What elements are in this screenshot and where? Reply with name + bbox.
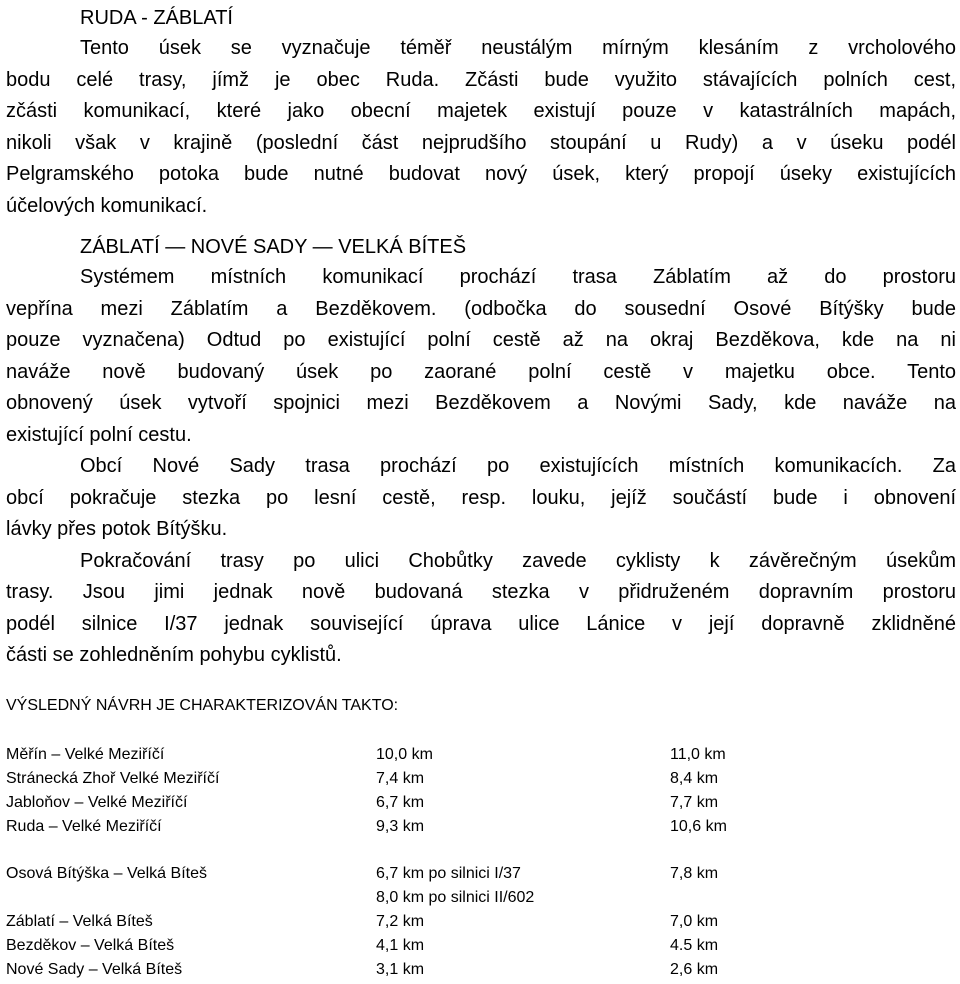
paragraph-ruda-zablati	[6, 33, 956, 222]
section-title-zablati-nove-sady: ZÁBLATÍ — NOVÉ SADY — VELKÁ BÍTEŠ	[80, 236, 467, 258]
text-line: trasy. Jsou jimi jednak nově budovaná stezka v přidruženém dopravním prostoru	[6, 581, 956, 603]
text-line: podél silnice I/37 jednak související úprava ulice Lánice v její dopravně zklidněné	[6, 612, 956, 635]
route-distance: 3,1 km	[376, 961, 425, 978]
text-line: naváže nově budovaný úsek po zaorané polní cestě v majetku obce. Tento	[6, 360, 956, 383]
text-line: části se zohledněním pohybu cyklistů.	[6, 644, 342, 666]
text-line: lávky přes potok Bítýšku.	[6, 518, 228, 540]
route-distance: 10,0 km	[376, 746, 433, 763]
text-line: obnovený úsek vytvoří spojnici mezi Bezděkovem a Novými Sady, kde naváže na	[6, 392, 956, 414]
route-name: Nové Sady – Velká Bíteš	[6, 961, 183, 978]
route-name: Stránecká Zhoř Velké Meziříčí	[6, 770, 220, 787]
route-distance-alt: 2,6 km	[670, 961, 719, 978]
route-distance-alt: 10,6 km	[670, 818, 727, 835]
text-line: nikoli však v krajině (poslední část nejprudšího stoupání u Rudy) a v úseku podél	[6, 131, 956, 154]
summary-row	[6, 959, 956, 981]
text-line: bodu celé trasy, jímž je obec Ruda. Zčásti bude využito stávajících polních cest,	[6, 68, 956, 91]
text-line: účelových komunikací.	[6, 194, 208, 217]
paragraph-zablati-nove-sady	[6, 262, 956, 672]
route-name: Jabloňov – Velké Meziříčí	[6, 794, 188, 811]
summary-row	[6, 792, 956, 814]
route-distance-alt: 8,4 km	[670, 770, 719, 787]
text-line: Pelgramského potoka bude nutné budovat nový úsek, který propojí úseky existujících	[6, 163, 956, 185]
text-line: obcí pokračuje stezka po lesní cestě, resp. louku, jejíž součástí bude i obnovení	[6, 486, 956, 509]
route-distance: 9,3 km	[376, 818, 425, 835]
route-distance: 7,4 km	[376, 770, 425, 787]
route-name: Osová Bítýška – Velká Bíteš	[6, 865, 207, 882]
route-distance-alt: 7,0 km	[670, 913, 719, 930]
route-distance: 8,0 km po silnici II/602	[376, 889, 535, 906]
route-distance: 6,7 km	[376, 794, 425, 811]
summary-row	[6, 911, 956, 933]
route-distance-alt: 7,7 km	[670, 794, 719, 811]
route-name: Měřín – Velké Meziříčí	[6, 746, 165, 763]
summary-row	[6, 768, 956, 790]
text-line: Tento úsek se vyznačuje téměř neustálým mírným klesáním z vrcholového	[80, 37, 956, 59]
text-line: zčásti komunikací, které jako obecní majetek existují pouze v katastrálních mapách,	[6, 100, 956, 122]
summary-row	[6, 935, 956, 957]
route-name: Ruda – Velké Meziříčí	[6, 818, 162, 835]
text-line: Systémem místních komunikací prochází trasa Záblatím až do prostoru	[80, 266, 956, 288]
route-distance-alt: 11,0 km	[670, 746, 726, 763]
text-line: Pokračování trasy po ulici Chobůtky zavede cyklisty k závěrečným úsekům	[80, 549, 956, 572]
route-distance: 6,7 km po silnici I/37	[376, 865, 521, 882]
route-distance-alt: 4.5 km	[670, 937, 719, 954]
route-name: Záblatí – Velká Bíteš	[6, 913, 153, 930]
text-line: vepřína mezi Záblatím a Bezděkovem. (odbočka do sousední Osové Bítýšky bude	[6, 297, 956, 320]
route-distance: 7,2 km	[376, 913, 425, 930]
text-line: pouze vyznačena) Odtud po existující polní cestě až na okraj Bezděkova, kde na ni	[6, 329, 956, 351]
text-line: Obcí Nové Sady trasa prochází po existujících místních komunikacích. Za	[80, 455, 956, 477]
summary-row	[6, 887, 956, 909]
section-title-ruda-zablati: RUDA - ZÁBLATÍ	[80, 7, 233, 29]
route-name: Bezděkov – Velká Bíteš	[6, 937, 175, 954]
summary-row	[6, 863, 956, 885]
text-line: existující polní cestu.	[6, 423, 192, 446]
summary-title: VÝSLEDNÝ NÁVRH JE CHARAKTERIZOVÁN TAKTO:	[6, 697, 399, 714]
summary-row	[6, 744, 956, 766]
route-distance-alt: 7,8 km	[670, 865, 719, 882]
route-distance: 4,1 km	[376, 937, 425, 954]
summary-row	[6, 816, 956, 838]
